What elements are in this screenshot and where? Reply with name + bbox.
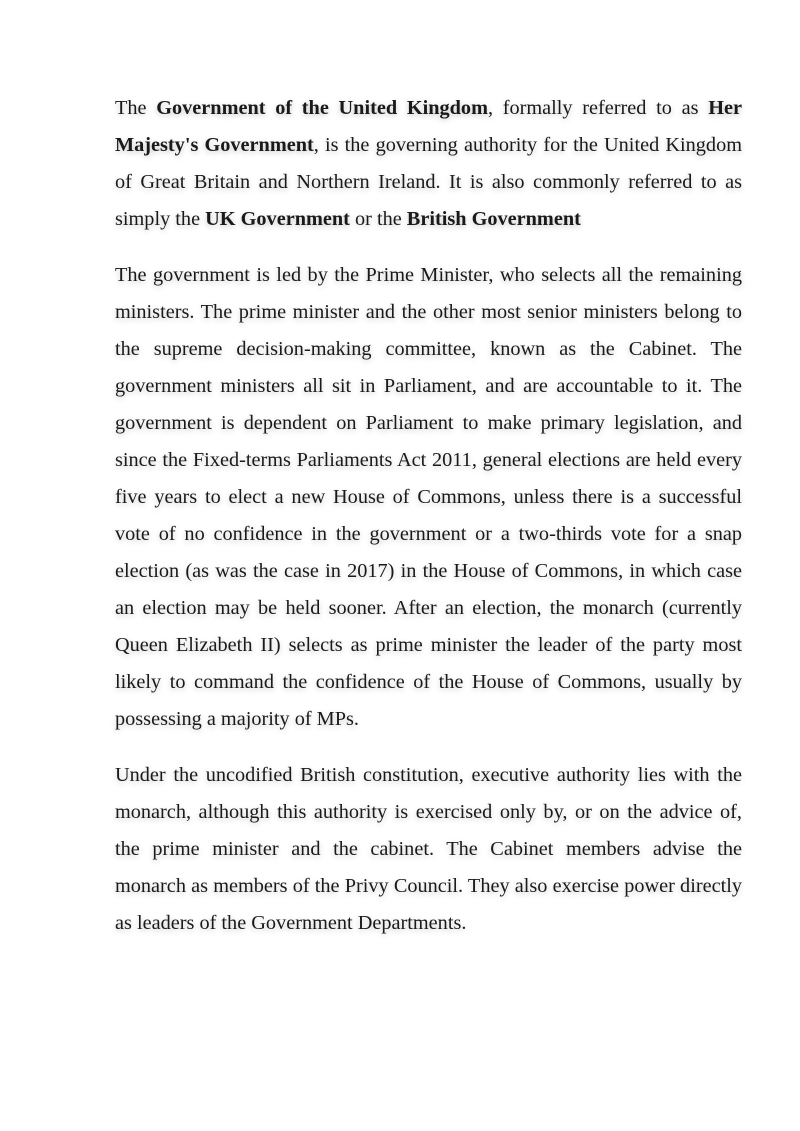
bold-term-uk-government: UK Government bbox=[205, 208, 350, 230]
bold-term-government-of-uk: Government of the United Kingdom bbox=[156, 97, 488, 119]
leadership-text: The government is led by the Prime Minister, who selects all the remaining ministers. The prime minister and the other most senior ministers belong to the supreme decision-making committee, known as the Cabinet. The government ministers all sit in Parliament, and are accountable to it. The government is dependent on Parliament to make primary legislation, and since the Fixed-terms Parliaments Act 2011, general elections are held every five years to elect a new House of Commons, unless there is a successful vote of no confidence in the government or a two-thirds vote for a snap election (as was the case in 2017) in the House of Commons, in which case an election may be held sooner. After an election, the monarch (currently Queen Elizabeth II) selects as prime minister the leader of the party most likely to command the confidence of the House of Commons, usually by possessing a majority of MPs. bbox=[115, 264, 742, 730]
bold-term-her-majestys-government: Her Majesty's Government bbox=[115, 97, 742, 156]
intro-text: , formally referred to as bbox=[487, 97, 709, 119]
paragraph-leadership bbox=[115, 257, 742, 738]
paragraph-intro bbox=[115, 90, 742, 238]
document-page bbox=[115, 90, 742, 961]
intro-text: or the bbox=[349, 208, 407, 230]
paragraph-constitution bbox=[115, 757, 742, 942]
intro-text: , is the governing authority for the United Kingdom of Great Britain and Northern Ireland. It is also commonly referred to as simply the bbox=[115, 134, 742, 230]
constitution-text: Under the uncodified British constitution, executive authority lies with the monarch, although this authority is exercised only by, or on the advice of, the prime minister and the cabinet. The Cabinet members advise the monarch as members of the Privy Council. They also exercise power directly as leaders of the Government Departments. bbox=[115, 764, 742, 934]
bold-term-british-government: British Government bbox=[406, 208, 581, 230]
intro-text: The bbox=[115, 97, 157, 119]
